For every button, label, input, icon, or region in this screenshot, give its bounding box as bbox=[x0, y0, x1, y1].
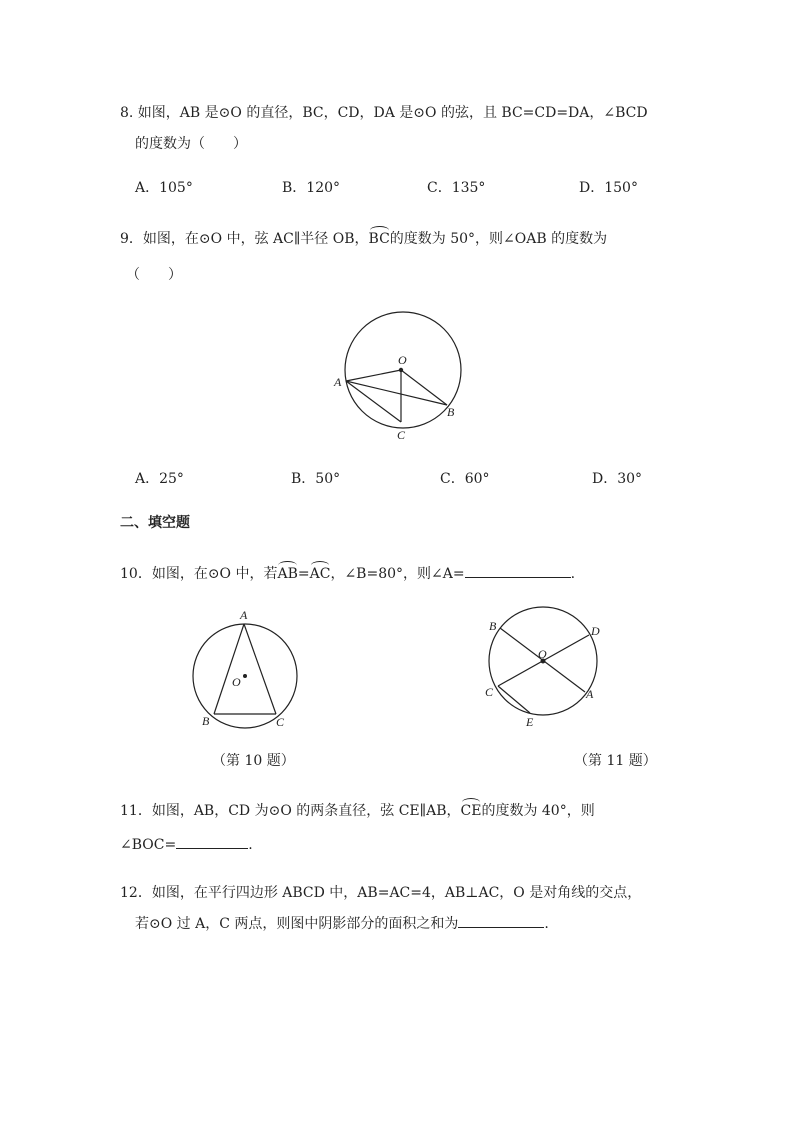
q10-label-c: C bbox=[276, 715, 285, 729]
q10-label-a: A bbox=[240, 608, 248, 622]
q8-option-d: D．150° bbox=[579, 180, 638, 196]
q12-stem-text: 若⊙O 过 A，C 两点，则图中阴影部分的面积之和为 bbox=[135, 916, 459, 932]
section-title-fill-in: 二、填空题 bbox=[120, 515, 190, 531]
q10-side-ab bbox=[214, 624, 244, 714]
q9-stem-line1 bbox=[120, 228, 607, 248]
q10-answer-blank[interactable] bbox=[465, 565, 571, 578]
q8-stem-line2: 的度数为（ ） bbox=[135, 136, 247, 152]
q11-figure bbox=[478, 602, 608, 732]
q8-option-c: C．135° bbox=[427, 180, 486, 196]
q10-arc-ab: AB bbox=[277, 566, 298, 582]
q10-stem-pre: 10．如图，在⊙O 中，若 bbox=[120, 566, 278, 582]
q9-segment-oa bbox=[346, 370, 401, 381]
q11-stem-line1 bbox=[120, 800, 595, 820]
q11-stem-pre: 11．如图，AB，CD 为⊙O 的两条直径，弦 CE∥AB， bbox=[120, 803, 461, 819]
q9-stem-post: 的度数为 50°，则∠OAB 的度数为 bbox=[389, 231, 608, 247]
q8-stem-line1: 8. 如图，AB 是⊙O 的直径，BC，CD，DA 是⊙O 的弦，且 BC=CD=DA，∠BCD bbox=[120, 105, 648, 121]
q9-option-c: C．60° bbox=[440, 471, 490, 487]
q10-label-o: O bbox=[232, 675, 241, 689]
q9-option-b: B．50° bbox=[291, 471, 341, 487]
q9-label-o: O bbox=[398, 353, 407, 367]
q9-center-dot bbox=[399, 368, 403, 372]
q11-label-e: E bbox=[526, 715, 534, 729]
q11-label-d: D bbox=[591, 624, 600, 638]
q9-stem-line2: （ ） bbox=[126, 267, 182, 283]
q10-eq: = bbox=[297, 566, 310, 582]
q10-end: . bbox=[570, 566, 576, 582]
q9-label-a: A bbox=[334, 375, 342, 389]
q9-figure bbox=[328, 305, 473, 445]
q10-figure bbox=[188, 606, 308, 734]
q11-answer-blank[interactable] bbox=[176, 836, 248, 849]
q10-label-b: B bbox=[202, 714, 210, 728]
q11-label-b: B bbox=[489, 619, 497, 633]
q8-option-a: A．105° bbox=[135, 180, 193, 196]
q10-arc-ac: AC bbox=[309, 566, 331, 582]
q12-stem-line1: 12．如图，在平行四边形 ABCD 中，AB=AC=4，AB⊥AC，O 是对角线的交点， bbox=[120, 885, 642, 901]
q9-label-c: C bbox=[397, 428, 406, 442]
q9-arc-bc: BC bbox=[368, 231, 390, 247]
q11-end: . bbox=[248, 837, 253, 853]
q12-stem-line2 bbox=[135, 913, 549, 933]
q11-label-a: A bbox=[586, 687, 594, 701]
q11-label-c: C bbox=[485, 685, 494, 699]
q12-end: . bbox=[544, 916, 549, 932]
q11-label-o: O bbox=[538, 647, 547, 661]
q10-figure-caption: （第 10 题） bbox=[212, 753, 295, 769]
q11-figure-caption: （第 11 题） bbox=[574, 753, 657, 769]
q9-stem-pre: 9．如图，在⊙O 中，弦 AC∥半径 OB， bbox=[120, 231, 369, 247]
q8-option-b: B．120° bbox=[282, 180, 341, 196]
q12-answer-blank[interactable] bbox=[458, 915, 544, 928]
q10-center-dot bbox=[243, 674, 247, 678]
q9-option-a: A．25° bbox=[135, 471, 184, 487]
q11-chord-ce bbox=[498, 686, 530, 713]
q11-angle-boc: ∠BOC= bbox=[120, 837, 177, 853]
q10-side-ac bbox=[244, 624, 276, 714]
q11-stem-post: 的度数为 40°，则 bbox=[481, 803, 595, 819]
q9-option-d: D．30° bbox=[592, 471, 643, 487]
q9-label-b: B bbox=[447, 405, 455, 419]
q11-stem-line2 bbox=[120, 836, 253, 853]
q10-stem-post: ，∠B=80°，则∠A= bbox=[330, 566, 465, 582]
q11-arc-ce: CE bbox=[460, 803, 482, 819]
q10-stem bbox=[120, 563, 575, 583]
